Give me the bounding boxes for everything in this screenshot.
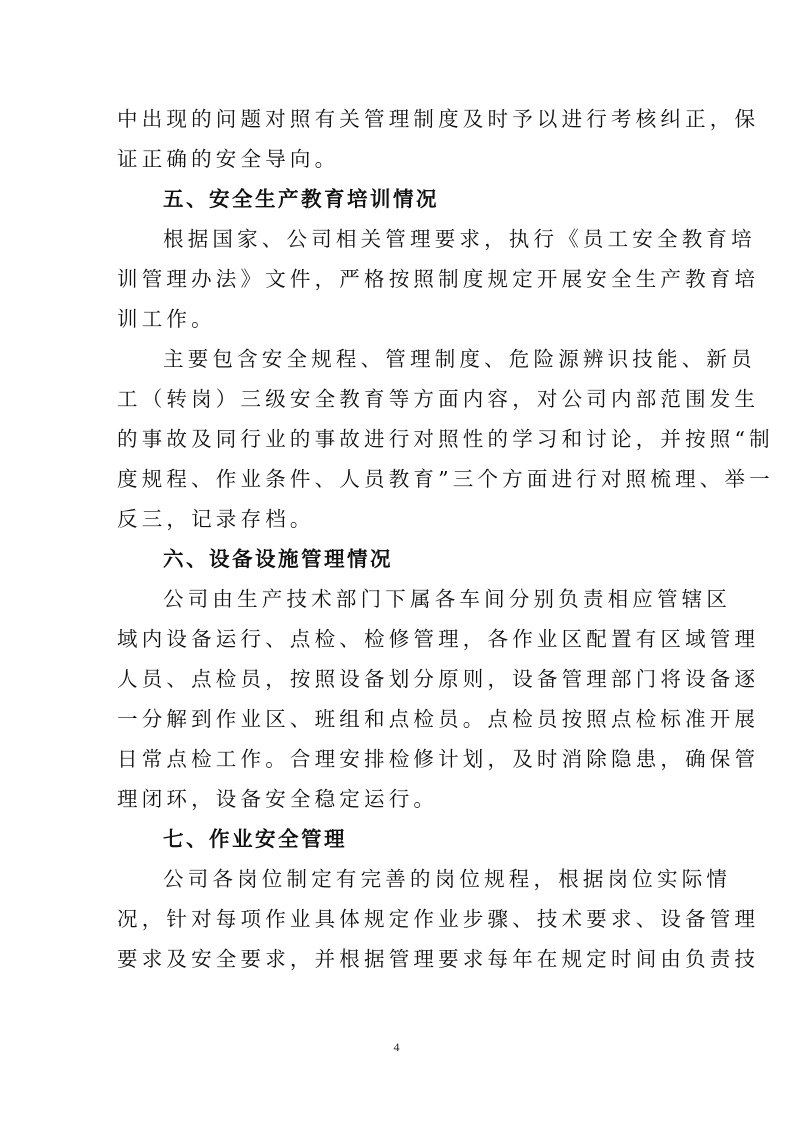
body-line: 要求及安全要求，并根据管理要求每年在规定时间由负责技 [117,947,760,971]
page-number: 4 [393,1040,400,1054]
body-line: 日常点检工作。合理安排检修计划，及时消除隐患，确保管 [117,747,760,771]
body-line: 反三，记录存档。 [117,507,315,531]
section-heading-7: 七、作业安全管理 [163,827,347,851]
body-line: 训管理办法》文件，严格按照制度规定开展安全生产教育培 [117,267,760,291]
section-heading-6: 六、设备设施管理情况 [163,547,393,571]
section-heading-5: 五、安全生产教育培训情况 [163,187,439,211]
body-line: 证正确的安全导向。 [117,147,340,171]
body-line: 一分解到作业区、班组和点检员。点检员按照点检标准开展 [117,707,760,731]
body-line: 域内设备运行、点检、检修管理，各作业区配置有区域管理 [117,627,760,651]
body-line: 训工作。 [117,307,216,331]
body-line: 中出现的问题对照有关管理制度及时予以进行考核纠正，保 [117,107,760,131]
body-line: 的事故及同行业的事故进行对照性的学习和讨论，并按照“制 [117,427,774,451]
body-line: 度规程、作业条件、人员教育”三个方面进行对照梳理、举一 [117,467,774,491]
body-line: 主要包含安全规程、管理制度、危险源辨识技能、新员 [163,347,756,371]
body-line: 工（转岗）三级安全教育等方面内容，对公司内部范围发生 [117,387,760,411]
body-line: 况，针对每项作业具体规定作业步骤、技术要求、设备管理 [117,907,760,931]
body-line: 人员、点检员，按照设备划分原则，设备管理部门将设备逐 [117,667,760,691]
body-line: 公司由生产技术部门下属各车间分别负责相应管辖区 [163,587,732,611]
body-line: 理闭环，设备安全稳定运行。 [117,787,439,811]
body-line: 公司各岗位制定有完善的岗位规程，根据岗位实际情 [163,867,732,891]
body-line: 根据国家、公司相关管理要求，执行《员工安全教育培 [163,227,756,251]
